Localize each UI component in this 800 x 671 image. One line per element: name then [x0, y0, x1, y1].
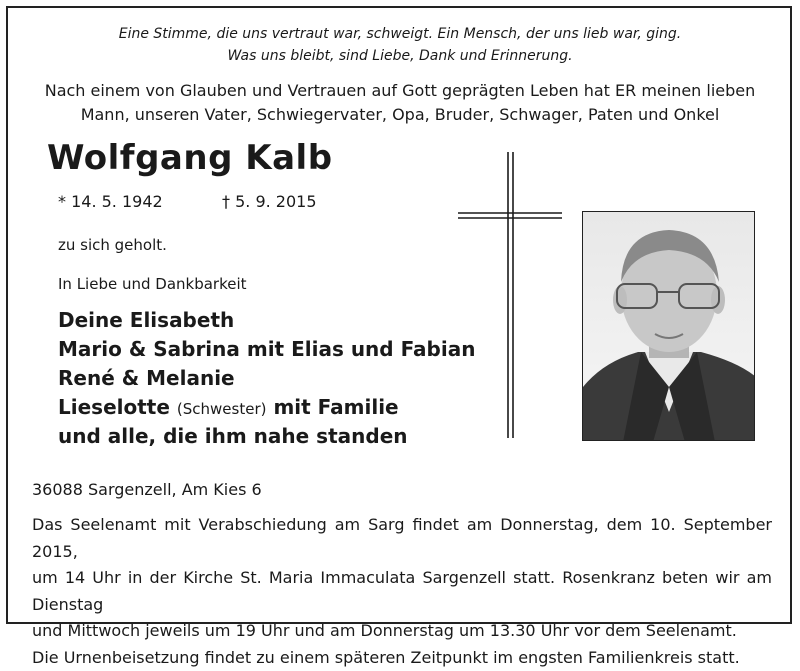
signer-rene-melanie: René & Melanie	[58, 366, 235, 390]
cross-icon	[458, 152, 562, 438]
signer-lieselotte-note: (Schwester)	[177, 400, 267, 418]
signer-lieselotte	[58, 395, 399, 419]
funeral-line-2: um 14 Uhr in der Kirche St. Maria Immaculata Sargenzell statt. Rosenkranz beten wir am Dienstag	[32, 565, 772, 618]
gratitude-text: In Liebe und Dankbarkeit	[58, 275, 247, 293]
birth-date: * 14. 5. 1942	[58, 192, 163, 211]
funeral-info	[32, 512, 772, 671]
address: 36088 Sargenzell, Am Kies 6	[32, 480, 262, 499]
signer-lieselotte-suffix: mit Familie	[273, 395, 398, 419]
signer-mario-sabrina: Mario & Sabrina mit Elias und Fabian	[58, 337, 475, 361]
death-date: † 5. 9. 2015	[222, 192, 317, 211]
signer-all: und alle, die ihm nahe standen	[58, 424, 408, 448]
funeral-line-3: und Mittwoch jeweils um 19 Uhr und am Donnerstag um 13.30 Uhr vor dem Seelenamt.	[32, 618, 772, 645]
portrait-photo	[582, 211, 755, 441]
quote-line-1: Eine Stimme, die uns vertraut war, schweigt. Ein Mensch, der uns lieb war, ging.	[0, 26, 800, 42]
signer-lieselotte-name: Lieselotte	[58, 395, 170, 419]
intro-line-2: Mann, unseren Vater, Schwiegervater, Opa, Bruder, Schwager, Paten und Onkel	[0, 105, 800, 124]
quote-line-2: Was uns bleibt, sind Liebe, Dank und Erinnerung.	[0, 48, 800, 64]
funeral-line-4: Die Urnenbeisetzung findet zu einem späteren Zeitpunkt im engsten Familienkreis statt.	[32, 645, 772, 671]
funeral-line-1: Das Seelenamt mit Verabschiedung am Sarg findet am Donnerstag, dem 10. September 2015,	[32, 512, 772, 565]
taken-text: zu sich geholt.	[58, 236, 167, 254]
signer-elisabeth: Deine Elisabeth	[58, 308, 234, 332]
intro-line-1: Nach einem von Glauben und Vertrauen auf Gott geprägten Leben hat ER meinen lieben	[0, 81, 800, 100]
deceased-name: Wolfgang Kalb	[47, 138, 333, 178]
